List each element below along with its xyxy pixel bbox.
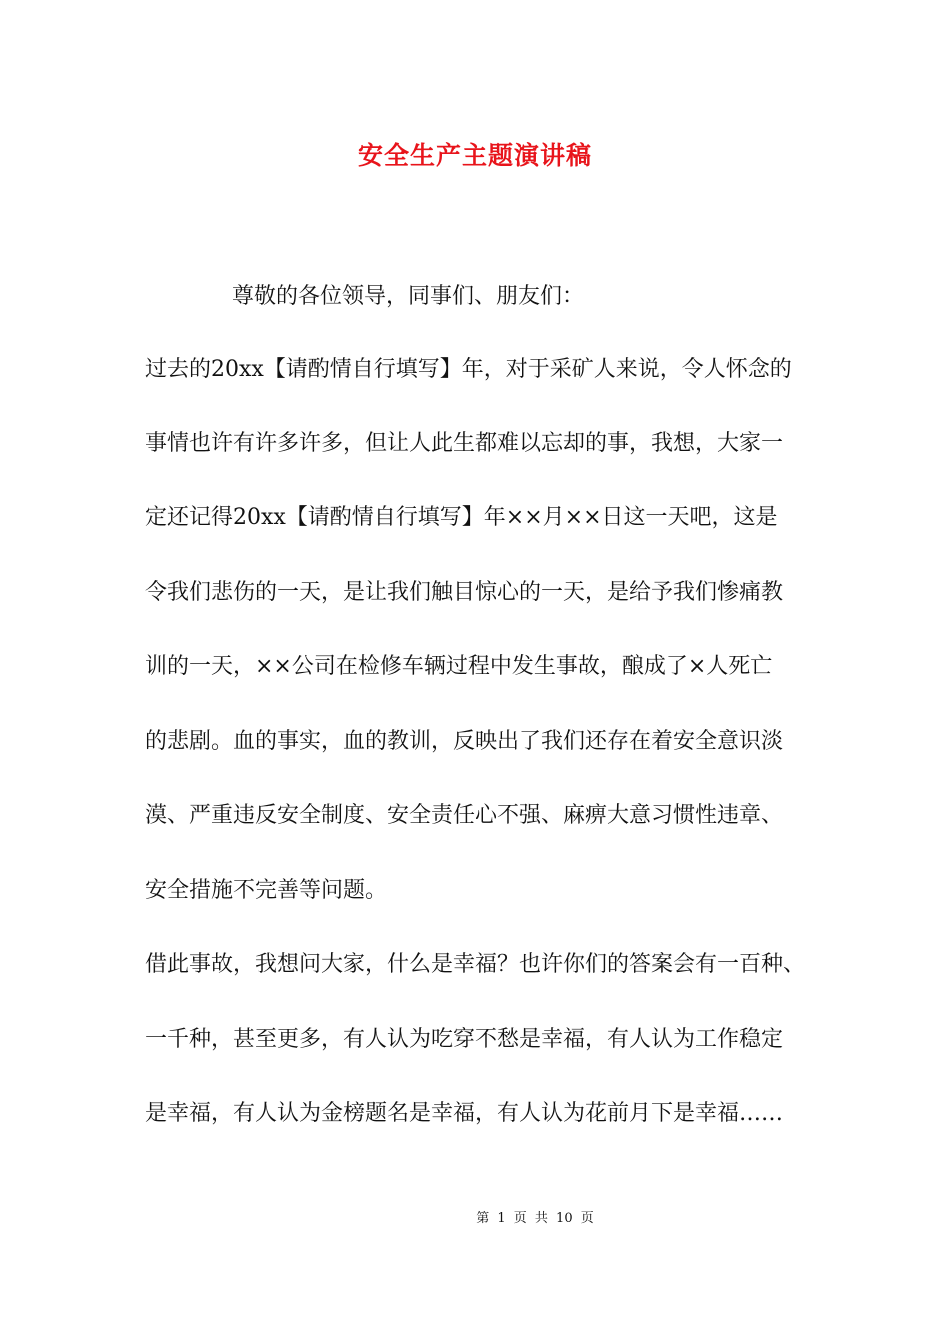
body-line: 漠、严重违反安全制度、安全责任心不强、麻痹大意习惯性违章、 [145,803,784,828]
body-line: 训的一天，××公司在检修车辆过程中发生事故，酿成了×人死亡 [145,654,773,679]
body-line: 令我们悲伤的一天，是让我们触目惊心的一天，是给予我们惨痛教 [145,580,784,605]
body-line: 借此事故，我想问大家，什么是幸福？也许你们的答案会有一百种、 [145,952,806,977]
body-line: 过去的20xx【请酌情自行填写】年，对于采矿人来说，令人怀念的 [145,357,792,382]
body-line: 一千种，甚至更多，有人认为吃穿不愁是幸福，有人认为工作稳定 [145,1027,784,1052]
body-line: 定还记得20xx【请酌情自行填写】年××月××日这一天吧，这是 [145,505,778,530]
body-line: 事情也许有许多许多，但让人此生都难以忘却的事，我想，大家一 [145,431,784,456]
body-line: 安全措施不完善等问题。 [145,878,388,903]
salutation: 尊敬的各位领导，同事们、朋友们： [232,284,585,309]
body-line: 是幸福，有人认为金榜题名是幸福，有人认为花前月下是幸福…… [145,1101,784,1126]
document-title: 安全生产主题演讲稿 [357,141,592,170]
body-line: 的悲剧。血的事实，血的教训，反映出了我们还存在着安全意识淡 [145,729,784,754]
page-number-footer: 第 1 页 共 10 页 [476,1211,594,1226]
